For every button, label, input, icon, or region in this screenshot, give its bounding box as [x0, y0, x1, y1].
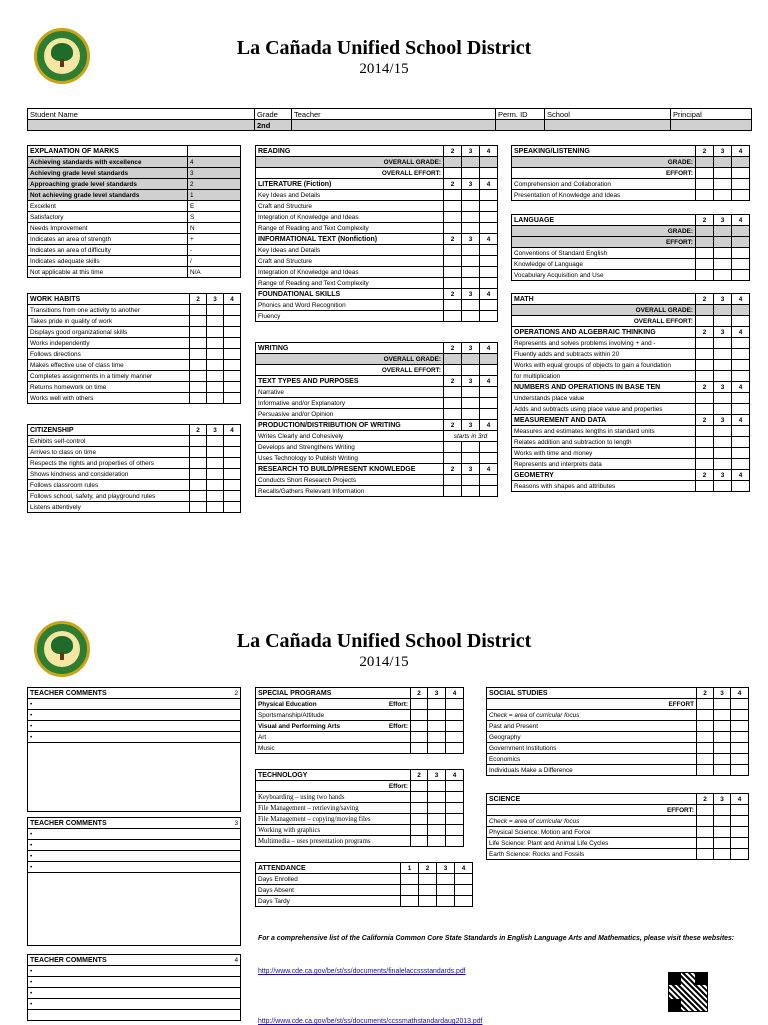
student-name-label: Student Name — [28, 109, 255, 120]
table-row: Works with equal groups of objects to gain a foundation — [512, 360, 750, 371]
comment-bullet[interactable]: • — [28, 988, 241, 999]
table-row: Informative and/or Explanatory — [256, 398, 498, 409]
nbt-header: NUMBERS AND OPERATIONS IN BASE TEN — [512, 382, 696, 393]
math-title: MATH — [512, 294, 696, 305]
table-row: Follows directions — [28, 349, 241, 360]
table-row: Takes pride in quality of work — [28, 316, 241, 327]
school-year: 2014/15 — [359, 61, 409, 77]
table-row: Completes assignments in a timely manner — [28, 371, 241, 382]
table-row: Develops and Strengthens Writing — [256, 442, 498, 453]
comment-area[interactable] — [28, 743, 241, 812]
grade-label: Grade — [255, 109, 292, 120]
mark-value: 3 — [188, 168, 241, 179]
table-row: Past and Present — [487, 721, 749, 732]
mark-label: Not applicable at this time — [28, 267, 188, 278]
table-row: Reasons with shapes and attributes — [512, 481, 750, 492]
starts-in-3rd-note: starts in 3rd — [444, 431, 498, 442]
overall-effort-label: OVERALL EFFORT: — [256, 168, 444, 179]
table-row: File Management – retrieving/saving — [256, 803, 464, 814]
language-table: LANGUAGE 2 3 4 GRADE: EFFORT: Conventions of Standard English Knowledge of Language Vocabulary Acquisition and Use — [511, 214, 750, 281]
table-row: Follows classroom rules — [28, 480, 241, 491]
school-field[interactable] — [545, 120, 671, 131]
table-row: Government Institutions — [487, 743, 749, 754]
work-habits-table — [27, 293, 241, 404]
table-row: for multiplication — [512, 371, 750, 382]
table-row: File Management – copying/moving files — [256, 814, 464, 825]
mark-value: + — [188, 234, 241, 245]
production-header: PRODUCTION/DISTRIBUTION OF WRITING — [256, 420, 444, 431]
mark-value: 4 — [188, 157, 241, 168]
table-row: Fluently adds and subtracts within 20 — [512, 349, 750, 360]
table-row: Represents and interprets data — [512, 459, 750, 470]
qr-code-icon — [668, 972, 708, 1012]
table-row: Makes effective use of class time — [28, 360, 241, 371]
math-table: MATH 2 3 4 OVERALL GRADE: OVERALL EFFORT: OPERATIONS AND ALGEBRAIC THINKING 2 3 4 Represents and solves problems involving + and - Fluently adds and subtracts within 20 Works with equal groups of objects to gain a foundation for multiplication NUMBERS AND OPERATIONS IN BASE TEN 2 3 4 Understands place value Adds and subtracts using place value and properties MEASUREMENT AND DATA 2 3 4 Measures and estimates lengths in standard units Relates addition and subtraction to length Works with time and money Represents and interprets data GEOMETRY 2 3 4 Reasons with shapes and attributes — [511, 293, 750, 492]
special-programs-title: SPECIAL PROGRAMS — [256, 688, 411, 699]
table-row: Comprehension and Collaboration — [512, 179, 750, 190]
standards-note: For a comprehensive list of the California Common Core State Standards in English Language Arts and Mathematics, please visit these websites: — [258, 935, 735, 942]
mark-label: Satisfactory — [28, 212, 188, 223]
explanation-title: EXPLANATION OF MARKS — [28, 146, 188, 157]
reading-table: READING 2 3 4 OVERALL GRADE: OVERALL EFFORT: LITERATURE (Fiction) 2 3 4 Key Ideas and Details Craft and Structure Integration of Knowledge and Ideas Range of Reading and Text Complexity INFORMATIONAL TEXT (Nonfiction) 2 3 4 Key Ideas and Details Craft and Structure Integration of Knowledge and Ideas Range of Reading and Text Complexity FOUNDATIONAL SKILLS 2 3 4 Phonics and Word Recognition Fluency — [255, 145, 498, 322]
table-row: Music — [256, 743, 464, 754]
mark-label: Not achieving grade level standards — [28, 190, 188, 201]
table-row: Works independently — [28, 338, 241, 349]
table-row: Physical Science: Motion and Force — [487, 827, 749, 838]
grade-value: 2nd — [255, 120, 292, 131]
overall-grade-label: OVERALL GRADE: — [256, 157, 444, 168]
attendance-title: ATTENDANCE — [256, 863, 401, 874]
comment-bullet[interactable]: • — [28, 977, 241, 988]
literature-header: LITERATURE (Fiction) — [256, 179, 444, 190]
math-standards-link[interactable]: http://www.cde.ca.gov/be/st/ss/documents/ccssmathstandardaug2013.pdf — [258, 1018, 483, 1025]
col-2: 2 — [190, 294, 207, 305]
research-header: RESEARCH TO BUILD/PRESENT KNOWLEDGE — [256, 464, 444, 475]
table-row: Measures and estimates lengths in standard units — [512, 426, 750, 437]
social-studies-title: SOCIAL STUDIES — [487, 688, 697, 699]
technology-title: TECHNOLOGY — [256, 770, 411, 781]
writing-title: WRITING — [256, 343, 444, 354]
comment-bullet[interactable]: • — [28, 851, 241, 862]
mark-label: Approaching grade level standards — [28, 179, 188, 190]
comment-bullet[interactable]: • — [28, 999, 241, 1010]
table-row: Transitions from one activity to another — [28, 305, 241, 316]
school-label: School — [545, 109, 671, 120]
table-row: Multimedia – uses presentation programs — [256, 836, 464, 847]
mark-value: 1 — [188, 190, 241, 201]
table-row: Key Ideas and Details — [256, 245, 498, 256]
teacher-field[interactable] — [292, 120, 496, 131]
mark-value: S — [188, 212, 241, 223]
table-row: Geography — [487, 732, 749, 743]
teacher-label: Teacher — [292, 109, 496, 120]
student-name-field[interactable] — [28, 120, 255, 131]
mark-label: Indicates adequate skills — [28, 256, 188, 267]
table-row: Conventions of Standard English — [512, 248, 750, 259]
principal-field[interactable] — [671, 120, 752, 131]
table-row: Knowledge of Language — [512, 259, 750, 270]
mark-value: - — [188, 245, 241, 256]
social-studies-table: SOCIAL STUDIES 2 3 4 EFFORT Check = area of curricular focus Past and Present Geography Government Institutions Economics Individuals Make a Difference — [486, 687, 749, 776]
table-row: Narrative — [256, 387, 498, 398]
mark-label: Indicates an area of difficulty — [28, 245, 188, 256]
teacher-comments-4: TEACHER COMMENTS 4 • • • • — [27, 954, 241, 1021]
table-row: Arrives to class on time — [28, 447, 241, 458]
table-row: Follows school, safety, and playground rules — [28, 491, 241, 502]
table-row: Relates addition and subtraction to length — [512, 437, 750, 448]
table-row: Days Enrolled — [256, 874, 473, 885]
comment-bullet[interactable]: • — [28, 732, 241, 743]
col-3: 3 — [207, 294, 224, 305]
writing-table: WRITING 2 3 4 OVERALL GRADE: OVERALL EFFORT: TEXT TYPES AND PURPOSES 2 3 4 Narrative Informative and/or Explanatory Persuasive and/or Opinion PRODUCTION/DISTRIBUTION OF WRITING 2 3 4 Writes Clearly and Cohesively starts in 3rd Develops and Strengthens Writing Uses Technology to Publish Writing RESEARCH TO BUILD/PRESENT KNOWLEDGE 2 3 4 Conducts Short Research Projects Recalls/Gathers Relevant Information — [255, 342, 498, 497]
perm-id-label: Perm. ID — [496, 109, 545, 120]
table-row: Displays good organizational skills — [28, 327, 241, 338]
attendance-table: ATTENDANCE 1 2 3 4 Days Enrolled Days Absent Days Tardy — [255, 862, 473, 907]
ela-standards-link[interactable]: http://www.cde.ca.gov/be/st/ss/documents/finalelaccssstandards.pdf — [258, 968, 466, 975]
table-row: Days Absent — [256, 885, 473, 896]
table-row: Uses Technology to Publish Writing — [256, 453, 498, 464]
work-habits-title: WORK HABITS — [28, 294, 190, 305]
table-row: Conducts Short Research Projects — [256, 475, 498, 486]
table-row: Works well with others — [28, 393, 241, 404]
table-row: Integration of Knowledge and Ideas — [256, 212, 498, 223]
comment-bullet[interactable]: • — [28, 699, 241, 710]
table-row: Understands place value — [512, 393, 750, 404]
mark-label: Achieving standards with excellence — [28, 157, 188, 168]
mark-label: Achieving grade level standards — [28, 168, 188, 179]
science-table: SCIENCE 2 3 4 EFFORT: Check = area of curricular focus Physical Science: Motion and Force Life Science: Plant and Animal Life Cycles Earth Science: Rocks and Fossils — [486, 793, 749, 860]
table-row: Life Science: Plant and Animal Life Cycles — [487, 838, 749, 849]
curricular-focus-note: Check = area of curricular focus — [487, 710, 697, 721]
table-row: Writes Clearly and Cohesively starts in 3rd — [256, 431, 498, 442]
mark-label: Needs Improvement — [28, 223, 188, 234]
table-row: Working with graphics — [256, 825, 464, 836]
vpa-label: Visual and Performing Arts — [258, 722, 341, 730]
mark-label: Excellent — [28, 201, 188, 212]
page-title: La Cañada Unified School District — [236, 37, 532, 59]
mark-value: / — [188, 256, 241, 267]
principal-label: Principal — [671, 109, 752, 120]
oat-header: OPERATIONS AND ALGEBRAIC THINKING — [512, 327, 696, 338]
student-info-table — [27, 108, 752, 131]
table-row: Integration of Knowledge and Ideas — [256, 267, 498, 278]
citizenship-title: CITIZENSHIP — [28, 425, 190, 436]
mark-value: E — [188, 201, 241, 212]
comment-bullet[interactable]: • — [28, 966, 241, 977]
comment-bullet[interactable]: • — [28, 710, 241, 721]
table-row: Phonics and Word Recognition — [256, 300, 498, 311]
geometry-header: GEOMETRY — [512, 470, 696, 481]
table-row: Earth Science: Rocks and Fossils — [487, 849, 749, 860]
table-row: Key Ideas and Details — [256, 190, 498, 201]
school-year-2: 2014/15 — [359, 654, 409, 670]
teacher-comments-3: TEACHER COMMENTS 3 • • • • — [27, 817, 241, 946]
technology-table: TECHNOLOGY 2 3 4 Effort: Keyboarding – using two hands File Management – retrieving/saving File Management – copying/moving files Working with graphics Multimedia – uses presentation programs — [255, 769, 464, 847]
table-row: Adds and subtracts using place value and properties — [512, 404, 750, 415]
table-row: Represents and solves problems involving + and - — [512, 338, 750, 349]
reading-title: READING — [256, 146, 444, 157]
table-row: Keyboarding – using two hands — [256, 792, 464, 803]
table-row: Exhibits self-control — [28, 436, 241, 447]
mark-value: N — [188, 223, 241, 234]
table-row: Range of Reading and Text Complexity — [256, 223, 498, 234]
comment-bullet[interactable]: • — [28, 862, 241, 873]
table-row: Vocabulary Acquisition and Use — [512, 270, 750, 281]
language-title: LANGUAGE — [512, 215, 696, 226]
science-title: SCIENCE — [487, 794, 697, 805]
mark-value: 2 — [188, 179, 241, 190]
md-header: MEASUREMENT AND DATA — [512, 415, 696, 426]
perm-id-field[interactable] — [496, 120, 545, 131]
citizenship-table: CITIZENSHIP 2 3 4 Exhibits self-control Arrives to class on time Respects the rights and properties of others Shows kindness and consideration Follows classroom rules Follows school, safety, and playground rules Listens attentively — [27, 424, 241, 513]
informational-header: INFORMATIONAL TEXT (Nonfiction) — [256, 234, 444, 245]
comment-bullet[interactable]: • — [28, 721, 241, 732]
table-row: Economics — [487, 754, 749, 765]
table-row: Listens attentively — [28, 502, 241, 513]
mark-value: N/A — [188, 267, 241, 278]
table-row: Presentation of Knowledge and Ideas — [512, 190, 750, 201]
page-title-2: La Cañada Unified School District — [236, 630, 532, 652]
explanation-of-marks-table — [27, 145, 241, 278]
comment-area[interactable] — [28, 873, 241, 946]
table-row: Returns homework on time — [28, 382, 241, 393]
mark-label: Indicates an area of strength — [28, 234, 188, 245]
table-row: Respects the rights and properties of others — [28, 458, 241, 469]
table-row: Shows kindness and consideration — [28, 469, 241, 480]
speaking-listening-table: SPEAKING/LISTENING 2 3 4 GRADE: EFFORT: Comprehension and Collaboration Presentation of Knowledge and Ideas — [511, 145, 750, 201]
comment-bullet[interactable]: • — [28, 840, 241, 851]
teacher-comments-2: TEACHER COMMENTS 2 • • • • — [27, 687, 241, 812]
text-types-header: TEXT TYPES AND PURPOSES — [256, 376, 444, 387]
comment-bullet[interactable]: • — [28, 829, 241, 840]
comment-area[interactable] — [28, 1010, 241, 1021]
table-row: Craft and Structure — [256, 201, 498, 212]
table-row: Recalls/Gathers Relevant Information — [256, 486, 498, 497]
table-row: Range of Reading and Text Complexity — [256, 278, 498, 289]
special-programs-table: SPECIAL PROGRAMS 2 3 4 Physical Education Effort: Sportsmanship/Attitude Visual and Performing Arts Effort: Art Music — [255, 687, 464, 754]
table-row: Persuasive and/or Opinion — [256, 409, 498, 420]
table-row: Craft and Structure — [256, 256, 498, 267]
table-row: Days Tardy — [256, 896, 473, 907]
pe-label: Physical Education — [258, 700, 317, 708]
table-row: Fluency — [256, 311, 498, 322]
table-row: Art — [256, 732, 464, 743]
table-row: Works with time and money — [512, 448, 750, 459]
col-4: 4 — [224, 294, 241, 305]
speaking-title: SPEAKING/LISTENING — [512, 146, 696, 157]
foundational-header: FOUNDATIONAL SKILLS — [256, 289, 444, 300]
table-row: Individuals Make a Difference — [487, 765, 749, 776]
table-row: Sportsmanship/Attitude — [256, 710, 464, 721]
